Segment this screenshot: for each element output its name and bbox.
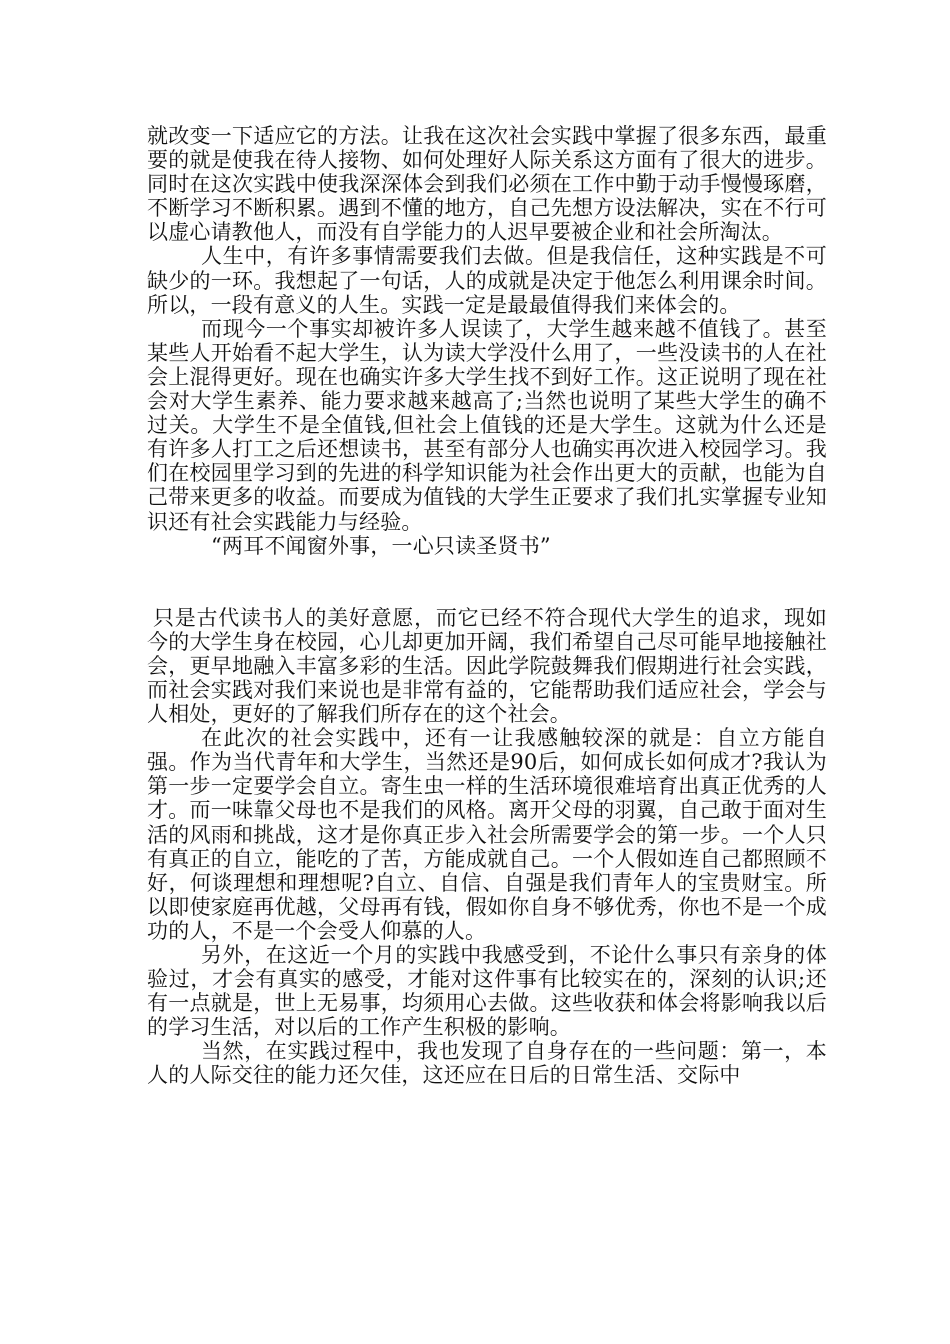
quote-line: “两耳不闻窗外事，一心只读圣贤书” [211,533,551,558]
blank-gap [147,558,827,606]
paragraph-2: 人生中，有许多事情需要我们去做。但是我信任，这种实践是不可缺少的一环。我想起了一句话，人的成就是决定于他怎么利用课余时间。所以，一段有意义的人生。实践一定是最最值得我们来体会的。 [147,244,827,317]
paragraph-7: 当然，在实践过程中，我也发现了自身存在的一些问题：第一，本人的人际交往的能力还欠佳，这还应在日后的日常生活、交际中 [147,1039,827,1088]
paragraph-5: 在此次的社会实践中，还有一让我感触较深的就是：自立方能自强。作为当代青年和大学生，当然还是90后，如何成长如何成才?我认为第一步一定要学会自立。寄生虫一样的生活环境很难培育出真正优秀的人才。而一味靠父母也不是我们的风格。离开父母的羽翼，自己敢于面对生活的风雨和挑战，这才是你真正步入社会所需要学会的第一步。一个人只有真正的自立，能吃的了苦，方能成就自己。一个人假如连自己都照顾不好，何谈理想和理想呢?自立、自信、自强是我们青年人的宝贵财宝。所以即使家庭再优越，父母再有钱，假如你自身不够优秀，你也不是一个成功的人，不是一个会受人仰慕的人。 [147,726,827,943]
paragraph-4: 只是古代读书人的美好意愿，而它已经不符合现代大学生的追求，现如今的大学生身在校园，心儿却更加开阔，我们希望自己尽可能早地接触社会，更早地融入丰富多彩的生活。因此学院鼓舞我们假期进行社会实践，而社会实践对我们来说也是非常有益的，它能帮助我们适应社会，学会与人相处，更好的了解我们所存在的这个社会。 [147,605,827,727]
paragraph-3: 而现今一个事实却被许多人误读了，大学生越来越不值钱了。甚至某些人开始看不起大学生，认为读大学没什么用了，一些没读书的人在社会上混得更好。现在也确实许多大学生找不到好工作。这正说明了现在社会对大学生素养、能力要求越来越高了;当然也说明了某些大学生的确不过关。大学生不是全值钱,但社会上值钱的还是大学生。这就为什么还是有许多人打工之后还想读书，甚至有部分人也确实再次进入校园学习。我们在校园里学习到的先进的科学知识能为社会作出更大的贡献，也能为自己带来更多的收益。而要成为值钱的大学生正要求了我们扎实掌握专业知识还有社会实践能力与经验。 [147,316,827,534]
paragraph-1: 就改变一下适应它的方法。让我在这次社会实践中掌握了很多东西，最重要的就是使我在待人接物、如何处理好人际关系这方面有了很大的进步。同时在这次实践中使我深深体会到我们必须在工作中勤于动手慢慢琢磨，不断学习不断积累。遇到不懂的地方，自己先想方设法解决，实在不行可以虚心请教他人，而没有自学能力的人迟早要被企业和社会所淘汰。 [147,124,827,245]
document-body [147,124,827,1088]
paragraph-6: 另外，在这近一个月的实践中我感受到，不论什么事只有亲身的体验过，才会有真实的感受，才能对这件事有比较实在的，深刻的认识;还有一点就是，世上无易事，均须用心去做。这些收获和体会将影响我以后的学习生活，对以后的工作产生积极的影响。 [147,943,827,1040]
